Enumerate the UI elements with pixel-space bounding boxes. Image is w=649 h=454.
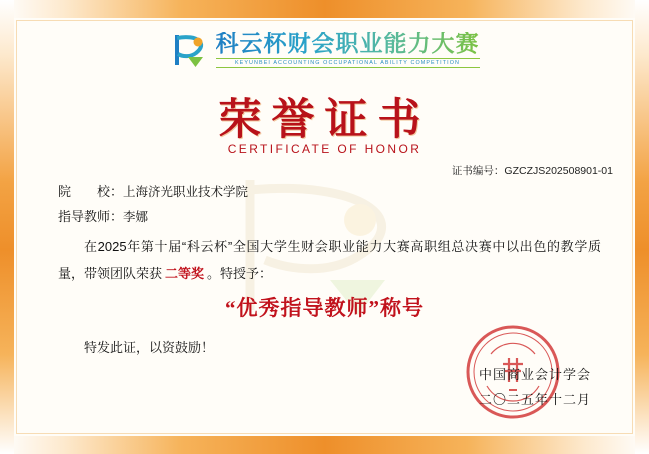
field-teacher [58, 206, 148, 225]
honor-title: “优秀指导教师”称号 [225, 296, 424, 320]
signature-organization: 中国商业会计学会 [478, 367, 591, 382]
logo-name-en: KEYUNBEI ACCOUNTING OCCUPATIONAL ABILITY COMPETITION [216, 58, 480, 68]
certificate-number-value: GZCZJS202508901-01 [504, 165, 613, 177]
certificate-title-cn: 荣誉证书 [218, 97, 431, 144]
field-school-value: 上海济光职业技术学院 [123, 185, 249, 199]
field-school-label: 院 校： [58, 184, 124, 199]
award-level: 二等奖 [165, 265, 205, 281]
certificate-body [58, 234, 601, 287]
certificate-number [452, 163, 613, 178]
signature-date: 二〇二五年十二月 [478, 392, 591, 407]
logo-text-block [216, 32, 480, 68]
field-school [58, 181, 248, 200]
certificate-title-en: CERTIFICATE OF HONOR [227, 142, 422, 156]
border-decoration-top [0, 0, 649, 18]
body-part-1: 在2025年第十届“科云杯”全国大学生财会职业能力大赛高职组总决赛中以出色的教学质量，带领团队荣获 [58, 239, 601, 281]
field-teacher-value: 李娜 [123, 210, 149, 224]
ke-yun-bei-logo-mark-icon [170, 30, 210, 70]
body-part-2: 。特授予： [207, 265, 273, 281]
border-decoration-bottom [0, 436, 649, 454]
field-teacher-label: 指导教师： [58, 209, 124, 224]
closing-statement: 特发此证，以资鼓励！ [84, 340, 215, 355]
certificate-number-label: 证书编号： [451, 165, 505, 177]
logo-name-cn: 科云杯财会职业能力大赛 [215, 30, 480, 56]
competition-logo [0, 30, 649, 70]
